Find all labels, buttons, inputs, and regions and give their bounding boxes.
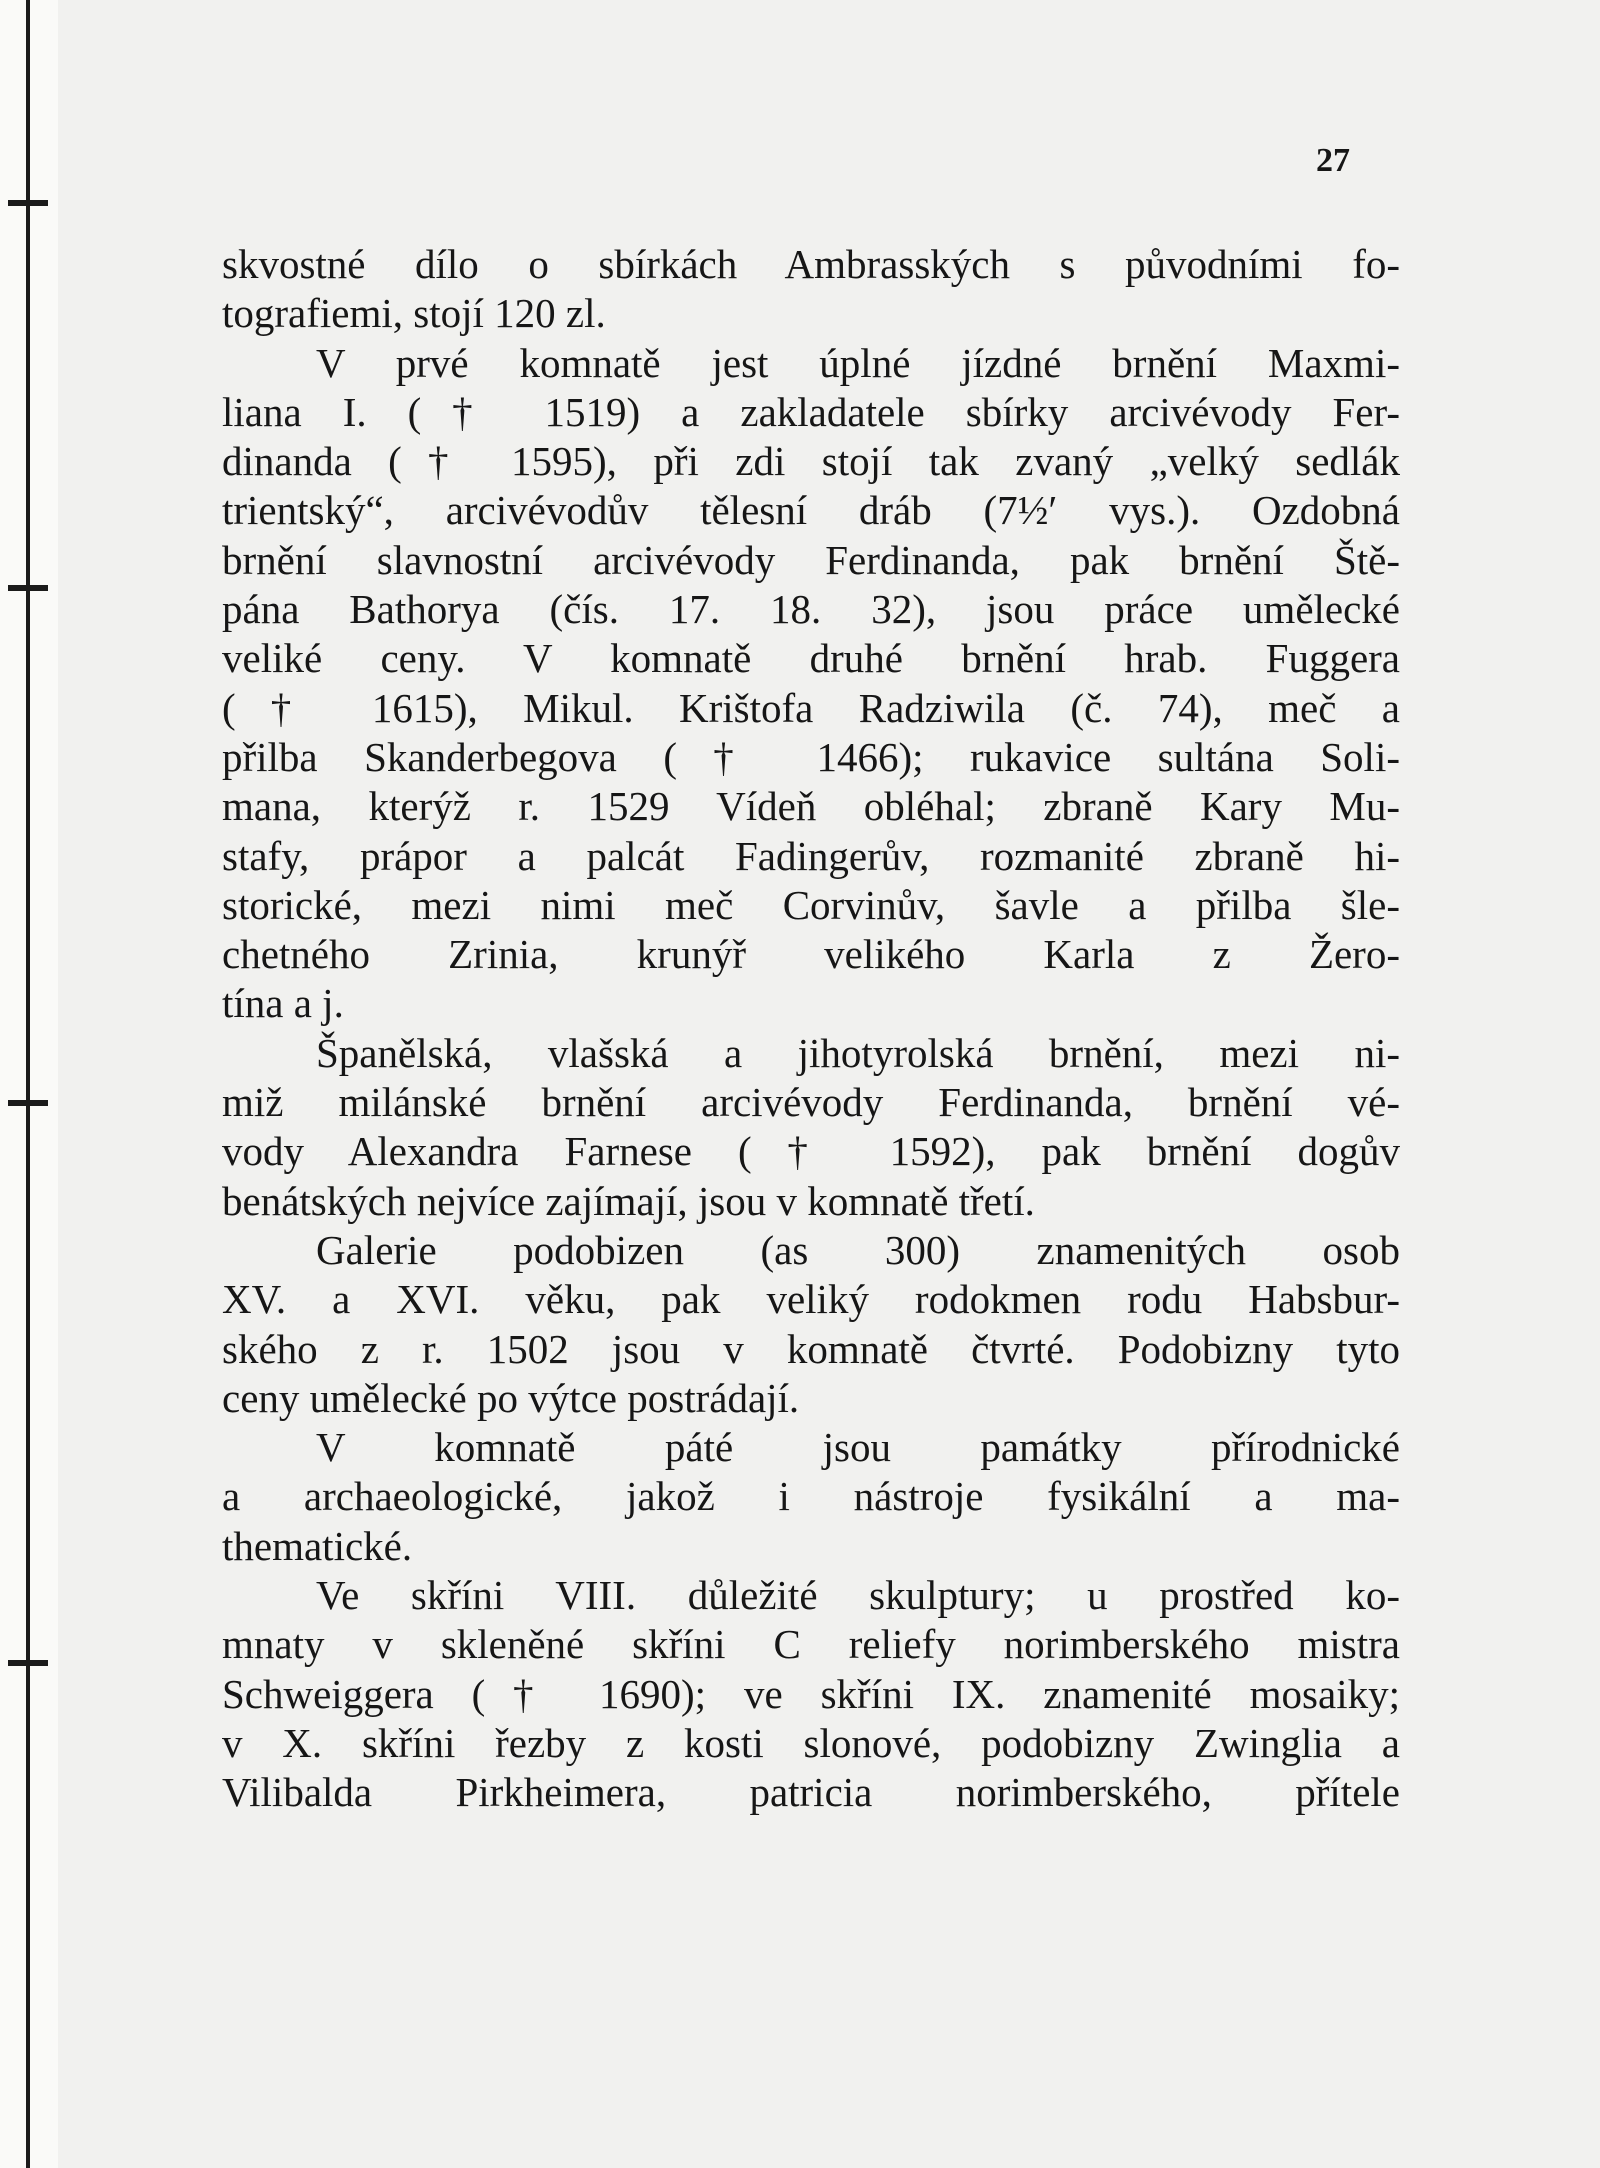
binding-line xyxy=(26,0,30,2168)
binding-mark xyxy=(8,1100,48,1106)
text-line: ského z r. 1502 jsou v komnatě čtvrté. Podobizny tyto xyxy=(222,1325,1400,1372)
text-line: dinanda († 1595), při zdi stojí tak zvaný „velký sedlák xyxy=(222,438,1400,485)
text-line: miž milánské brnění arcivévody Ferdinanda, brnění vé- xyxy=(222,1079,1400,1126)
text-line: Schweiggera († 1690); ve skříni IX. znamenité mosaiky; xyxy=(222,1670,1400,1717)
text-line: tína a j. xyxy=(222,980,344,1027)
text-line: přilba Skanderbegova († 1466); rukavice sultána Soli- xyxy=(222,733,1400,780)
text-line: chetného Zrinia, krunýř velikého Karla z Žero- xyxy=(222,931,1400,978)
text-line: Galerie podobizen (as 300) znamenitých osob xyxy=(316,1226,1400,1273)
text-line: († 1615), Mikul. Krištofa Radziwila (č. 74), meč a xyxy=(222,684,1400,731)
text-line: XV. a XVI. věku, pak veliký rodokmen rodu Habsbur- xyxy=(222,1276,1400,1323)
text-line: veliké ceny. V komnatě druhé brnění hrab. Fuggera xyxy=(222,635,1400,682)
text-line: ceny umělecké po výtce postrádají. xyxy=(222,1374,800,1421)
text-line: Španělská, vlašská a jihotyrolská brnění, mezi ni- xyxy=(316,1029,1400,1076)
body-text xyxy=(222,240,1400,1818)
text-line: storické, mezi nimi meč Corvinův, šavle a přilba šle- xyxy=(222,881,1400,928)
text-line: mnaty v skleněné skříni C reliefy norimberského mistra xyxy=(222,1621,1400,1668)
text-line: thematické. xyxy=(222,1522,413,1569)
text-line: pána Bathorya (čís. 17. 18. 32), jsou práce umělecké xyxy=(222,586,1400,633)
binding-mark xyxy=(8,1660,48,1666)
text-line: V komnatě páté jsou památky přírodnické xyxy=(316,1424,1400,1471)
text-line: tografiemi, stojí 120 zl. xyxy=(222,290,606,337)
binding-mark xyxy=(8,200,48,206)
text-line: V prvé komnatě jest úplné jízdné brnění Maxmi- xyxy=(316,339,1400,386)
text-line: trientský“, arcivévodův tělesní dráb (7½′ vys.). Ozdobná xyxy=(222,487,1400,534)
text-line: stafy, prápor a palcát Fadingerův, rozmanité zbraně hi- xyxy=(222,832,1400,879)
text-line: Vilibalda Pirkheimera, patricia norimberského, přítele xyxy=(222,1769,1400,1816)
text-line: vody Alexandra Farnese († 1592), pak brnění dogův xyxy=(222,1128,1400,1175)
text-line: liana I. († 1519) a zakladatele sbírky arcivévody Fer- xyxy=(222,388,1400,435)
text-line: a archaeologické, jakož i nástroje fysikální a ma- xyxy=(222,1473,1400,1520)
text-line: Ve skříni VIII. důležité skulptury; u prostřed ko- xyxy=(316,1572,1400,1619)
page-number: 27 xyxy=(1316,142,1350,179)
text-line: brnění slavnostní arcivévody Ferdinanda, pak brnění Ště- xyxy=(222,536,1400,583)
text-line: v X. skříni řezby z kosti slonové, podobizny Zwinglia a xyxy=(222,1719,1400,1766)
text-line: mana, kterýž r. 1529 Vídeň obléhal; zbraně Kary Mu- xyxy=(222,783,1400,830)
text-line: skvostné dílo o sbírkách Ambrasských s původními fo- xyxy=(222,241,1400,287)
binding-mark xyxy=(8,585,48,591)
text-line: benátských nejvíce zajímají, jsou v komnatě třetí. xyxy=(222,1177,1035,1224)
